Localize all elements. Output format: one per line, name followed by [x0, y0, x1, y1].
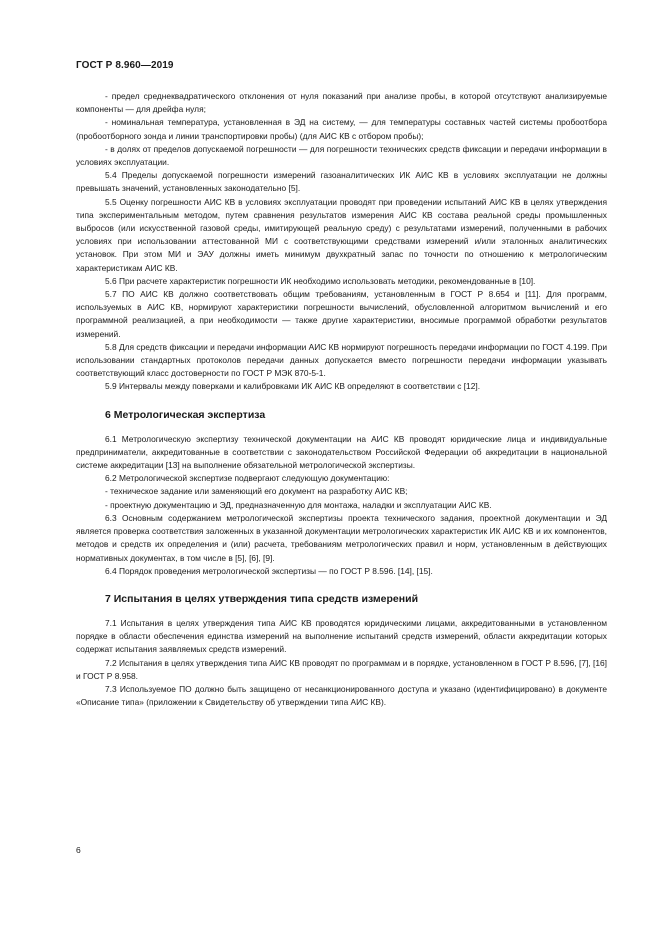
- list-item-technical-assignment: - техническое задание или заменяющий его документ на разработку АИС КВ;: [105, 486, 408, 497]
- paragraph-6-4: 6.4 Порядок проведения метрологической экспертизы — по ГОСТ Р 8.596. [14], [15].: [105, 565, 433, 576]
- paragraph-6-3: 6.3 Основным содержанием метрологической экспертизы проекта технического задания, проектной документации и ЭД является проверка соответствия заложенных в указанной документации метрологических характеристик ИК АИС КВ и их компонентов, методов и средств их определения и (или) расчета, требованиям метрологических правил и норм, установленным в действующих нормативных документах, в том числе в [5], [6], [9].: [76, 512, 607, 563]
- paragraph-5-5: 5.5 Оценку погрешности АИС КВ в условиях эксплуатации проводят при проведении испытаний АИС КВ в целях утверждения типа экспериментальным методом, путем сравнения результатов измерения АИС КВ состава реальной среды промышленных выбросов (или искусственной газовой среды, имитирующей реальную среду) с результатами измерений, полученными в рабочих условиях при использовании аттестованной МИ с соответствующими средствами измерений и/или эталонных аналитических установок. При этом МИ и ЭАУ должны иметь минимум двухкратный запас по точности по отношению к метрологическим характеристикам АИС КВ.: [76, 196, 607, 273]
- paragraph-5-8: 5.8 Для средств фиксации и передачи информации АИС КВ нормируют погрешность передачи информации по ГОСТ 4.199. При использовании стандартных протоколов передачи данных допускается вместо погрешности передачи информации указывать соответствующий класс достоверности по ГОСТ Р МЭК 870-5-1.: [76, 341, 607, 379]
- paragraph-7-3: 7.3 Используемое ПО должно быть защищено от несанкционированного доступа и указано (идентифицировано) в документе «Описание типа» (приложении к Свидетельству об утверждении типа АИС КВ).: [76, 683, 607, 708]
- paragraph-5-9: 5.9 Интервалы между поверками и калибровками ИК АИС КВ определяют в соответствии с [12].: [105, 381, 481, 392]
- paragraph-6-2: 6.2 Метрологической экспертизе подвергают следующую документацию:: [105, 473, 390, 484]
- paragraph-5-6: 5.6 При расчете характеристик погрешности ИК необходимо использовать методики, рекомендованные в [10].: [105, 275, 536, 286]
- paragraph-7-1: 7.1 Испытания в целях утверждения типа АИС КВ проводятся юридическими лицами, аккредитованными в установленном порядке в области обеспечения единства измерений на выполнение испытаний средств измерений, области аккредитации которых содержат испытания заявляемых средств измерений.: [76, 617, 607, 655]
- paragraph-7-2: 7.2 Испытания в целях утверждения типа АИС КВ проводят по программам и в порядке, установленном в ГОСТ Р 8.596, [7], [16] и ГОСТ Р 8.958.: [76, 657, 607, 681]
- list-item-zero-drift: - предел среднеквадратического отклонения от нуля показаний при анализе пробы, в которой отсутствуют анализируемые компоненты — для дрейфа нуля;: [76, 91, 607, 115]
- paragraph-6-1: 6.1 Метрологическую экспертизу технической документации на АИС КВ проводят юридические лица и индивидуальные предприниматели, аккредитованные в соответствии с законодательством Российской Федерации об аккредитации в национальной системе аккредитации [13] на выполнение обязательной метрологической экспертизы.: [76, 433, 607, 471]
- page-content: [76, 90, 607, 709]
- paragraph-5-7: 5.7 ПО АИС КВ должно соответствовать общим требованиям, установленным в ГОСТ Р 8.654 и [11]. Для программ, используемых в АИС КВ, нормируют характеристики погрешности вычислений, обусловленной алгоритмом вычислений и его программной реализацией, а при необходимости — также другие характеристики, вносимые программой обработки результатов измерений.: [76, 289, 607, 339]
- list-item-temperature: - номинальная температура, установленная в ЭД на систему, — для температуры составных частей системы пробоотбора (пробоотборного зонда и линии транспортировки пробы) (для АИС КВ с отбором пробы);: [76, 117, 607, 141]
- document-code-header: ГОСТ Р 8.960—2019: [76, 60, 174, 71]
- list-item-project-documentation: - проектную документацию и ЭД, предназначенную для монтажа, наладки и эксплуатации АИС КВ.: [105, 499, 492, 510]
- list-item-transmission-error: - в долях от пределов допускаемой погрешности — для погрешности технических средств фиксации и передачи информации в условиях эксплуатации.: [76, 143, 607, 168]
- page-number: 6: [76, 845, 81, 855]
- paragraph-5-4: 5.4 Пределы допускаемой погрешности измерений газоаналитических ИК АИС КВ в условиях эксплуатации не должны превышать значений, установленных законодательно [5].: [76, 170, 607, 194]
- section-7-heading: 7 Испытания в целях утверждения типа средств измерений: [105, 592, 419, 605]
- section-6-heading: 6 Метрологическая экспертиза: [105, 408, 266, 421]
